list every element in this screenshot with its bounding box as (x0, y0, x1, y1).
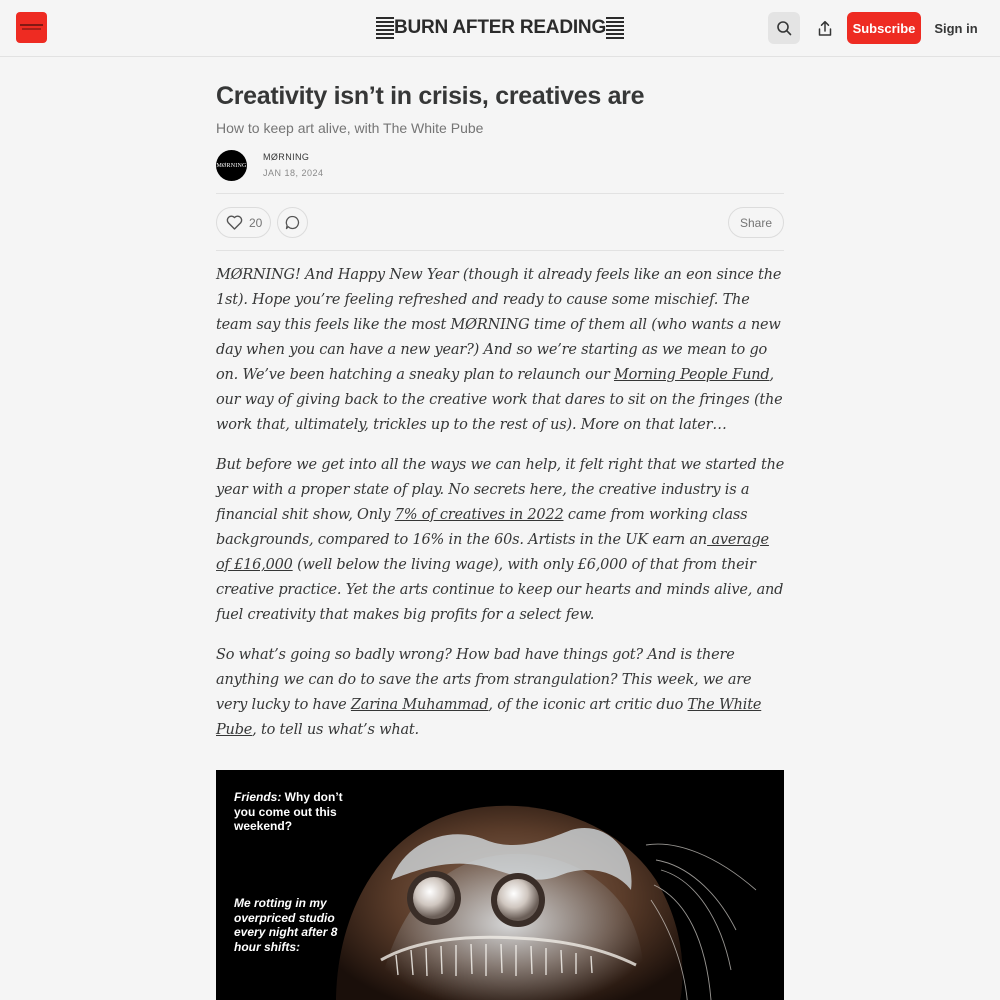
title-bars-icon (606, 17, 624, 39)
author-avatar[interactable] (216, 150, 247, 181)
paragraph (216, 263, 786, 438)
avatar-text: MØRNING (216, 162, 247, 169)
share-icon (817, 20, 833, 37)
post-title: Creativity isn’t in crisis, creatives are (216, 82, 645, 110)
top-bar (0, 0, 1000, 57)
text-run: , to tell us what’s what. (252, 722, 419, 738)
text-run: came from working class backgrounds, compared to 16% in the 60s. Artists in the UK earn an (216, 507, 748, 548)
text-run: So what’s going so badly wrong? How bad have things got? And is there anything we can do to save the arts from strangulation? This week, we are very lucky to have (216, 647, 752, 713)
meme-image[interactable] (216, 770, 784, 1000)
divider (216, 250, 784, 251)
heart-icon (226, 215, 243, 230)
text-run: , our way of giving back to the creative work that dares to sit on the fringes (the work that, ultimately, trickles up to the rest of us). More on that later… (216, 367, 783, 433)
text-run: (well below the living wage), with only £6,000 of that from their creative practice. Yet the arts continue to keep our hearts and minds alive, and fuel creativity that makes big profits for a select few. (216, 557, 784, 623)
zarina-muhammad-link[interactable]: Zarina Muhammad (350, 697, 489, 713)
search-icon (776, 20, 792, 36)
author-name[interactable]: MØRNING (263, 152, 310, 162)
publication-logo[interactable] (16, 12, 47, 43)
share-button[interactable]: Share (728, 207, 784, 238)
sign-in-link[interactable]: Sign in (934, 20, 978, 36)
like-count: 20 (249, 215, 263, 230)
like-button[interactable] (216, 207, 271, 238)
text-run: , of the iconic art critic duo (488, 697, 688, 713)
subscribe-button[interactable]: Subscribe (847, 12, 921, 44)
the-white-pube-link[interactable]: The White Pube (216, 697, 762, 738)
average-income-link[interactable]: average of £16,000 (216, 532, 769, 573)
logo-mark-line (20, 24, 43, 26)
paragraph (216, 453, 786, 628)
comment-button[interactable] (277, 207, 308, 238)
logo-mark-line (22, 28, 41, 30)
divider (216, 193, 784, 194)
morning-people-fund-link[interactable]: Morning People Fund (613, 367, 770, 383)
post-date: JAN 18, 2024 (263, 168, 324, 178)
search-button[interactable] (768, 12, 800, 44)
meme-caption-friends (234, 790, 359, 834)
publication-title[interactable] (380, 14, 620, 42)
post-subtitle: How to keep art alive, with The White Pube (216, 120, 484, 136)
comment-icon (285, 215, 300, 230)
post-body (216, 263, 786, 758)
text-run: But before we get into all the ways we can help, it felt right that we started the year with a proper state of play. No secrets here, the creative industry is a financial shit show, Only (216, 457, 785, 523)
creatives-2022-link[interactable]: 7% of creatives in 2022 (394, 507, 564, 523)
text-run: MØRNING! And Happy New Year (though it already feels like an eon since the 1st). Hope you’re feeling refreshed and ready to cause some mischief. The team say this feels like the most MØRNING time of them all (who wants a new day when you can have a new year?) And so we’re starting as we mean to go on. We’ve been hatching a sneaky plan to relaunch our (216, 267, 782, 383)
meme-caption-me: Me rotting in my overpriced studio every night after 8 hour shifts: (234, 896, 338, 954)
paragraph (216, 643, 786, 743)
title-bars-icon (376, 17, 394, 39)
publication-title-text: BURN AFTER READING (393, 17, 607, 38)
share-post-button[interactable] (810, 12, 840, 44)
caption-speaker: Friends: (234, 790, 282, 804)
caption-text: Why don’t you come out this weekend? (234, 790, 343, 833)
